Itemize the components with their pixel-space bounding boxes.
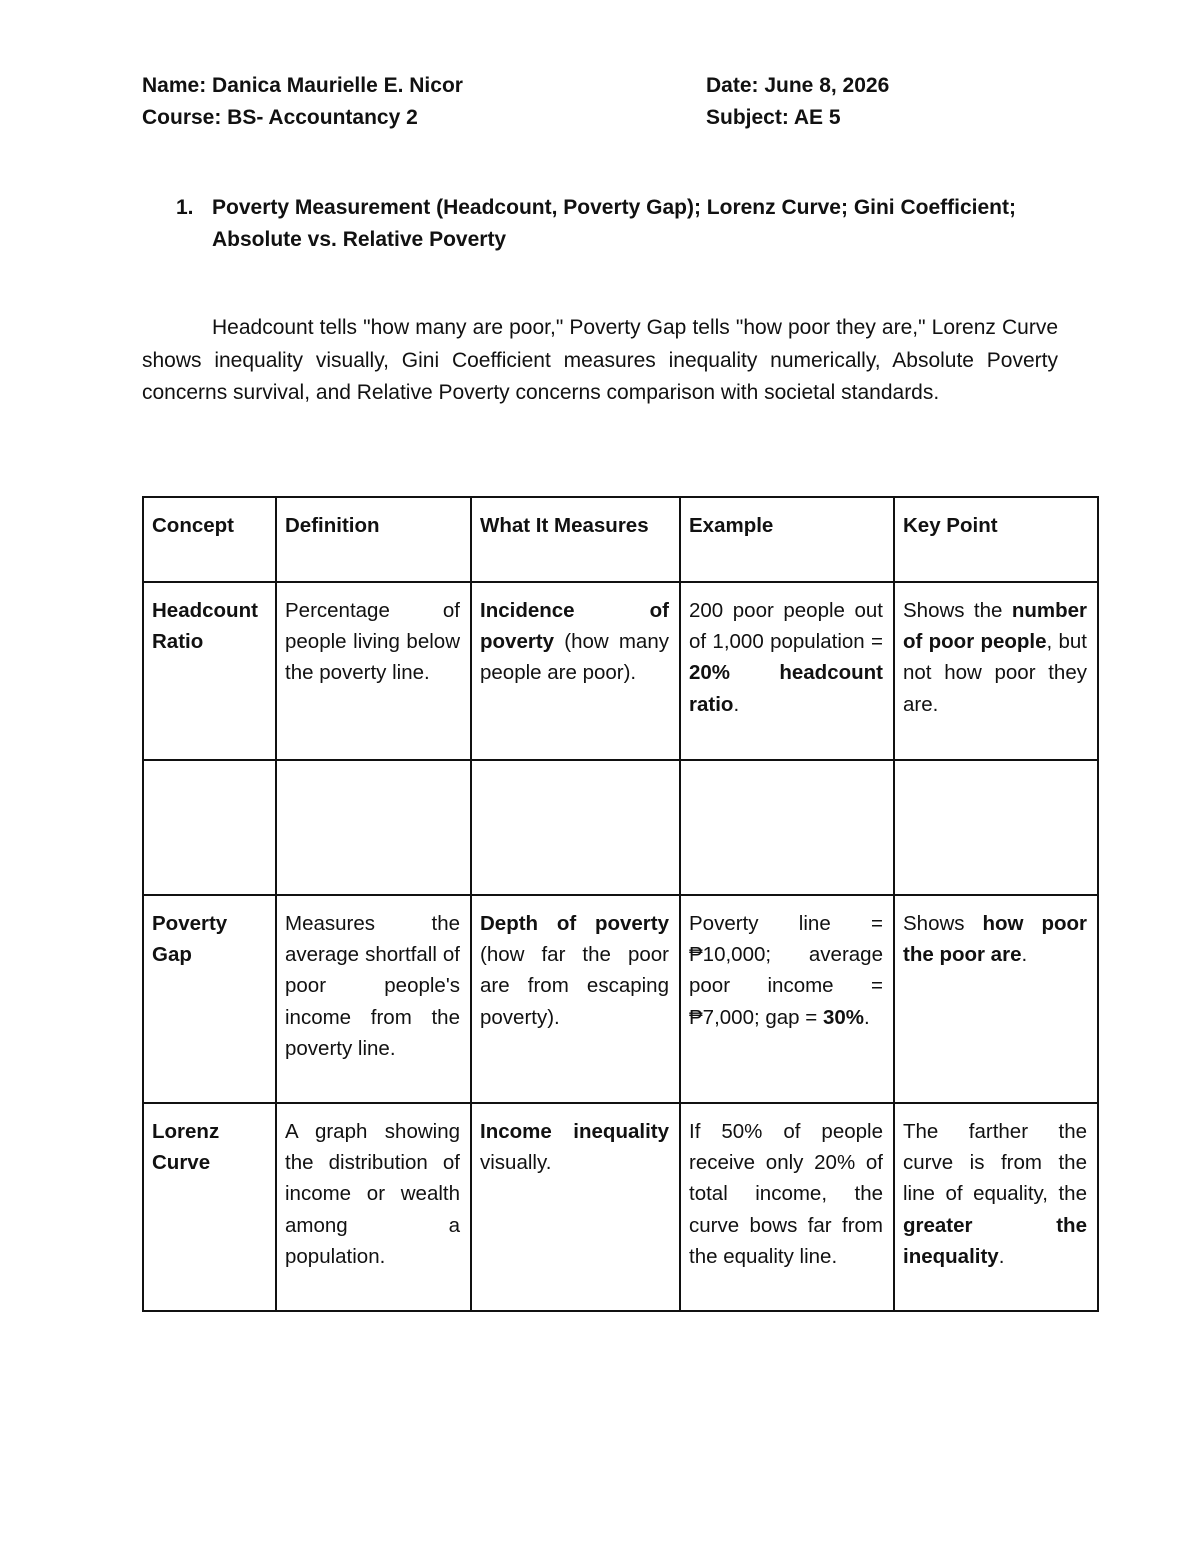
table-row [143, 895, 1098, 1103]
key-pre: Shows [903, 912, 983, 935]
key-point-cell [894, 1103, 1098, 1311]
example-post: . [733, 692, 740, 716]
example-cell [680, 582, 894, 760]
subject-label: Subject: AE 5 [706, 106, 841, 129]
header-example: Example [680, 497, 894, 582]
section-title: Poverty Measurement (Headcount, Poverty Gap); Lorenz Curve; Gini Coefficient; Absolute vs. Relative Poverty [212, 196, 1016, 251]
empty-cell [143, 760, 276, 895]
example-pre: Poverty line = ₱10,000; average poor income = ₱7,000; gap = [689, 912, 883, 1029]
example-pre: 200 poor people out of 1,000 population = [689, 599, 883, 654]
header-row-2 [142, 102, 1062, 134]
example-cell [680, 895, 894, 1103]
intro-paragraph: Headcount tells "how many are poor," Poverty Gap tells "how poor they are," Lorenz Curve shows inequality visually, Gini Coefficient measures inequality numerically, Absolute Poverty concerns survival, and Relative Poverty concerns comparison with societal standards. [142, 316, 1058, 404]
empty-table-row [143, 760, 1098, 895]
definition-cell: Measures the average shortfall of poor people's income from the poverty line. [276, 895, 471, 1103]
table-header-row [143, 497, 1098, 582]
empty-cell [680, 760, 894, 895]
key-bold: greater the inequality [903, 1213, 1087, 1268]
measures-rest: (how many people are poor). [480, 630, 669, 685]
key-post: . [1021, 943, 1028, 967]
measures-rest: visually. [480, 1151, 552, 1175]
course-label: Course: BS- Accountancy 2 [142, 106, 418, 129]
section-number: 1. [176, 196, 194, 219]
measures-bold: Incidence of poverty [480, 599, 669, 654]
example-pre: If 50% of people receive only 20% of total income, the curve bows far from the equality line. [689, 1120, 883, 1268]
empty-cell [276, 760, 471, 895]
measures-cell [471, 582, 680, 760]
measures-bold: Depth of poverty [480, 912, 669, 935]
example-bold: 20% headcount ratio [689, 661, 883, 716]
definition-cell: Percentage of people living below the poverty line. [276, 582, 471, 760]
key-pre: The farther the curve is from the line of equality, the [903, 1120, 1087, 1206]
document-header [142, 70, 1062, 134]
example-cell [680, 1103, 894, 1311]
header-what-it-measures: What It Measures [471, 497, 680, 582]
example-post: . [863, 1005, 870, 1029]
header-key-point: Key Point [894, 497, 1098, 582]
key-point-cell [894, 895, 1098, 1103]
key-pre: Shows the [903, 599, 1012, 622]
measures-cell [471, 895, 680, 1103]
concept-cell: Lorenz Curve [143, 1103, 276, 1311]
header-definition: Definition [276, 497, 471, 582]
table-row [143, 1103, 1098, 1311]
empty-cell [894, 760, 1098, 895]
definition-cell: A graph showing the distribution of income or wealth among a population. [276, 1103, 471, 1311]
concept-cell: Poverty Gap [143, 895, 276, 1103]
key-post: . [998, 1244, 1005, 1268]
measures-bold: Income inequality [480, 1120, 669, 1143]
concept-cell: Headcount Ratio [143, 582, 276, 760]
measures-rest: (how far the poor are from escaping poverty). [480, 943, 669, 1029]
header-row-1 [142, 70, 1062, 102]
empty-cell [471, 760, 680, 895]
document-date: Date: June 8, 2026 [706, 74, 890, 97]
header-concept: Concept [143, 497, 276, 582]
measures-cell [471, 1103, 680, 1311]
student-name: Name: Danica Maurielle E. Nicor [142, 74, 463, 97]
concept-table [142, 496, 1099, 1312]
key-bold: number of poor people [903, 599, 1087, 654]
key-post: , but not how poor they are. [903, 630, 1087, 716]
key-bold: how poor the poor are [903, 912, 1087, 967]
table-row [143, 582, 1098, 760]
key-point-cell [894, 582, 1098, 760]
example-bold: 30% [822, 1005, 864, 1029]
